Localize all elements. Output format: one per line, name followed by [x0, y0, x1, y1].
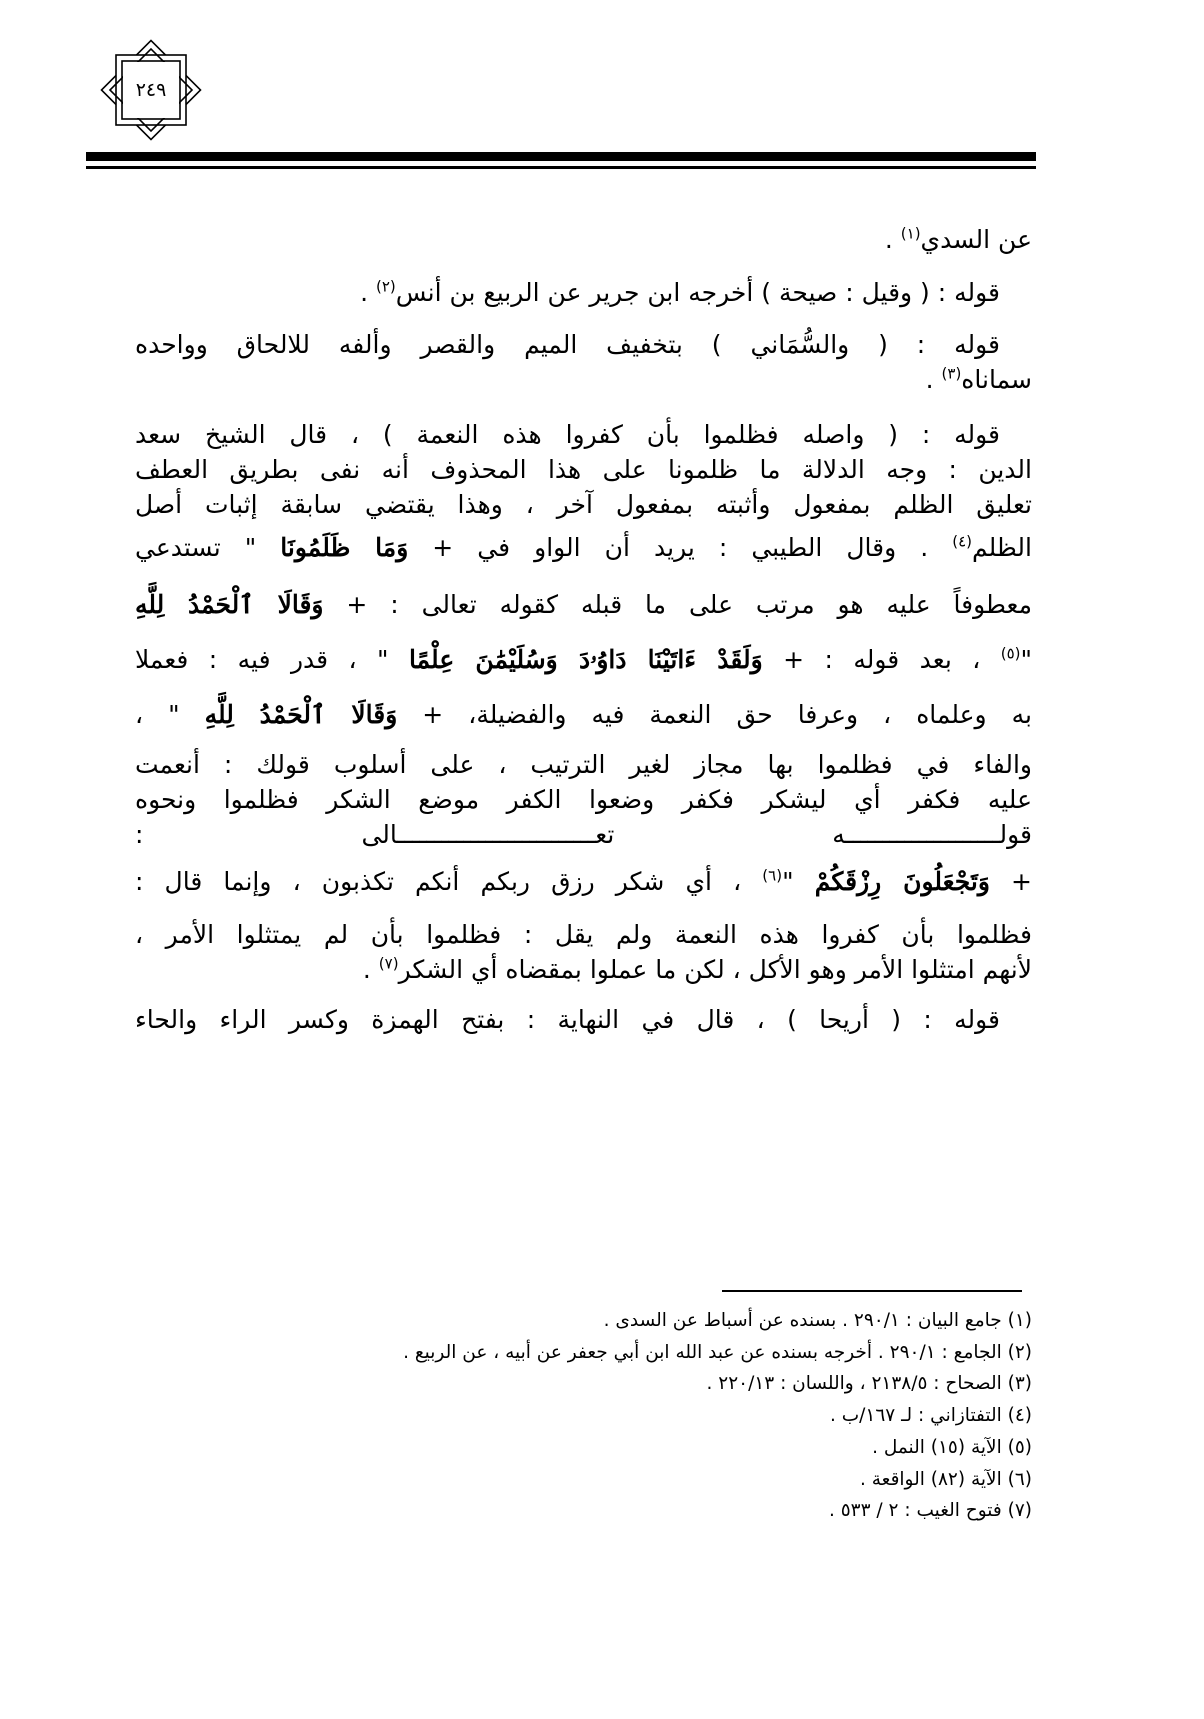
- text-run: تعليق الظلم بمفعول وأثبته بمفعول آخر ، وهذا يقتضي سابقة إثبات أصل: [135, 490, 1032, 519]
- text-run: ": [1020, 645, 1032, 674]
- footnote-marker: (٢): [375, 277, 396, 296]
- text-line: [135, 327, 1032, 363]
- text-run: قوله : ( واصله فظلموا بأن كفروا هذه النعمة ) ، قال الشيخ سعد: [135, 420, 1000, 449]
- footnote-marker: (١): [900, 224, 921, 243]
- text-run: قوله : ( أريحا ) ، قال في النهاية : بفتح الهمزة وكسر الراء والحاء: [135, 1005, 1000, 1034]
- text-run: ، أي شكر رزق ربكم أنكم تكذبون ، وإنما قال :: [135, 867, 763, 896]
- text-run: .: [925, 365, 942, 394]
- footnote: (١) جامع البيان : ٢٩٠/١ . بسنده عن أسباط عن السدى .: [603, 1310, 1032, 1331]
- text-run: فظلموا بأن كفروا هذه النعمة ولم يقل : فظلموا بأن لم يمتثلوا الأمر ،: [135, 920, 1032, 949]
- text-run: " ،: [135, 700, 205, 729]
- text-run: +: [989, 867, 1032, 896]
- text-line: [135, 362, 1032, 398]
- text-line: [135, 452, 1032, 488]
- quran-quote: وَقَالَا ٱلْحَمْدُ لِلَّهِ: [204, 700, 398, 729]
- footnote: (٥) الآية (١٥) النمل .: [872, 1436, 1032, 1458]
- footnote: (٢) الجامع : ٢٩٠/١ . أخرجه بسنده عن عبد الله ابن أبي جعفر عن أبيه ، عن الربيع .: [403, 1341, 1032, 1363]
- text-run: سماناه: [961, 365, 1032, 394]
- text-line: [135, 275, 1032, 311]
- text-run: الدين : وجه الدلالة ما ظلمونا على هذا المحذوف أنه نفى بطريق العطف: [135, 455, 1032, 484]
- footnote: (٤) التفتازاني : لـ ١٦٧/ب .: [830, 1405, 1032, 1427]
- text-run: لأنهم امتثلوا الأمر وهو الأكل ، لكن ما عملوا بمقضاه أي الشكر: [398, 955, 1032, 984]
- text-line: [135, 952, 1032, 988]
- quran-quote: وَتَجْعَلُونَ رِزْقَكُمْ: [814, 867, 990, 896]
- text-line: [135, 487, 1032, 523]
- text-run: عليه فكفر أي ليشكر فكفر وضعوا الكفر موضع الشكر فظلموا ونحوه: [135, 785, 1032, 814]
- text-run: قولـــــــــــــــــــــه تعـــــــــــــــــــــــــــالى :: [135, 820, 1032, 849]
- header-rule-thin: [86, 166, 1036, 169]
- text-line: [135, 917, 1032, 953]
- text-run: " تستدعي: [135, 533, 281, 562]
- footnote: (٣) الصحاح : ٢١٣٨/٥ ، واللسان : ٢٢٠/١٣ .: [706, 1373, 1032, 1395]
- footnote-marker: (٣): [941, 364, 962, 383]
- header-rule-thick: [86, 152, 1036, 161]
- quran-quote: وَمَا ظَلَمُونَا: [280, 533, 409, 562]
- text-run: .: [360, 278, 376, 307]
- text-line: [135, 642, 1032, 678]
- footnote: (٧) فتوح الغيب : ٢ / ٥٣٣ .: [828, 1500, 1032, 1522]
- footnote-marker: (٤): [952, 532, 972, 551]
- text-run: الظلم: [972, 533, 1032, 562]
- footnote-separator: [722, 1290, 1022, 1292]
- text-line: [135, 587, 1032, 623]
- text-run: معطوفاً عليه هو مرتب على ما قبله كقوله تعالى : +: [323, 590, 1032, 619]
- page-number: ٢٤٩: [135, 79, 167, 101]
- text-line: [135, 697, 1032, 733]
- page-number-ornament: [92, 38, 210, 142]
- text-line: [135, 417, 1032, 453]
- text-run: به وعلماه ، وعرفا حق النعمة فيه والفضيلة، +: [397, 700, 1032, 729]
- text-line: [135, 747, 1032, 783]
- text-run: قوله : ( والسُّمَاني ) بتخفيف الميم والقصر وألفه للالحاق وواحده: [135, 330, 1000, 359]
- text-run: .: [884, 225, 901, 254]
- text-line: [135, 782, 1032, 818]
- text-line: [135, 1002, 1032, 1038]
- footnote-marker: (٧): [378, 954, 399, 973]
- footnote-marker: (٦): [762, 866, 783, 885]
- text-line: [135, 530, 1032, 566]
- quran-quote: وَلَقَدْ ءَاتَيْنَا دَاوُۥدَ وَسُلَيْمَٰنَ عِلْمًا: [408, 645, 763, 674]
- text-run: قوله : ( وقيل : صيحة ) أخرجه ابن جرير عن الربيع بن أنس: [395, 278, 1000, 307]
- text-run: ، بعد قوله : +: [762, 645, 1001, 674]
- text-line: [135, 817, 1032, 853]
- text-run: والفاء في فظلموا بها مجاز لغير الترتيب ، على أسلوب قولك : أنعمت: [135, 750, 1032, 779]
- footnote: (٦) الآية (٨٢) الواقعة .: [859, 1468, 1032, 1490]
- text-run: " ، قدر فيه : فعملا: [135, 645, 409, 674]
- text-line: [135, 222, 1032, 258]
- text-run: ": [782, 867, 815, 896]
- footnote-marker: (٥): [1000, 644, 1021, 663]
- quran-quote: وَقَالَا ٱلْحَمْدُ لِلَّهِ: [135, 590, 324, 619]
- text-run: . وقال الطيبي : يريد أن الواو في +: [408, 533, 953, 562]
- text-run: .: [362, 955, 379, 984]
- text-line: [135, 864, 1032, 900]
- text-run: عن السدي: [920, 225, 1032, 254]
